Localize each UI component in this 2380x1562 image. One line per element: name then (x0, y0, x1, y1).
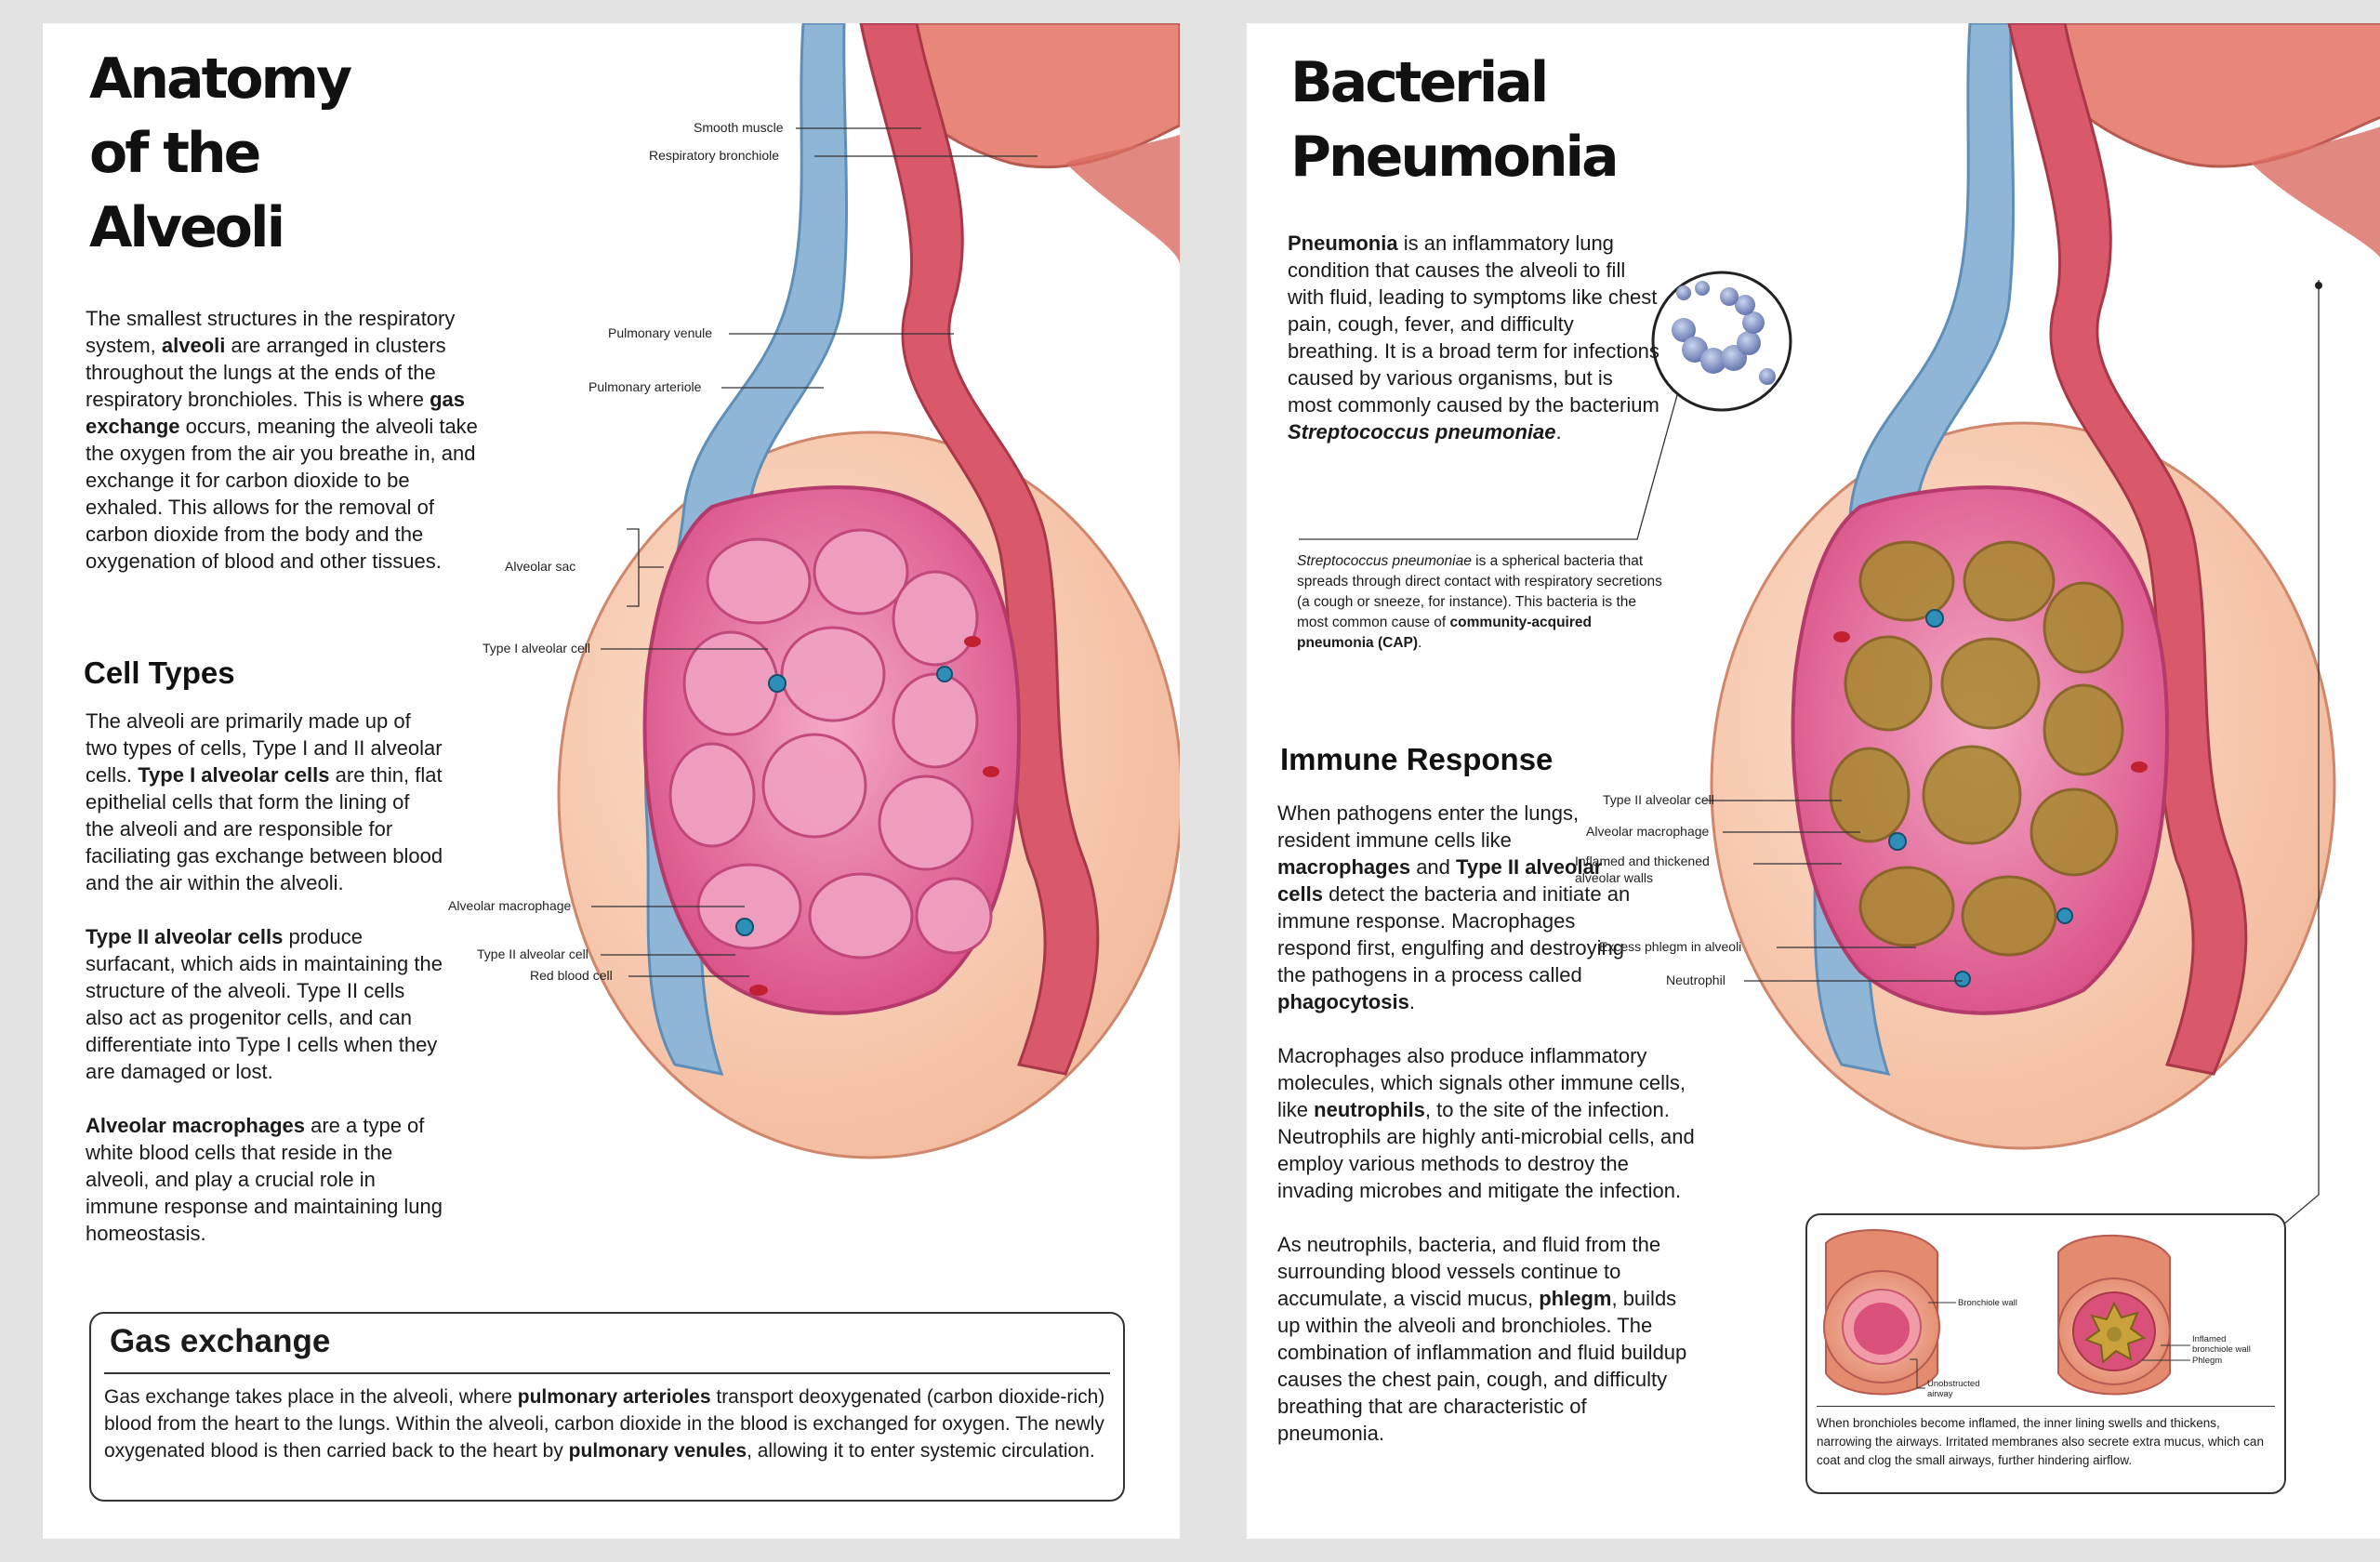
label-smooth-muscle: Smooth muscle (694, 120, 784, 135)
label-respiratory-bronchiole: Respiratory bronchiole (649, 148, 780, 163)
label-alveolar-sac: Alveolar sac (505, 559, 576, 574)
gas-exchange-text: Gas exchange takes place in the alveoli, where pulmonary arterioles transport deoxygenated (carbon dioxide-rich) blood from the heart to the lungs. Within the alveoli, carbon dioxide in the blood is exchanged for oxygen. The newly oxygenated blood is then carried back to the heart by pulmonary venules, allowing it to enter systemic circulation. (104, 1386, 1105, 1462)
label-unobstructed-1: Unobstructed (1927, 1379, 1980, 1389)
label-inflamed-walls-2: alveolar walls (1575, 870, 1654, 885)
label-alveolar-macrophage: Alveolar macrophage (448, 898, 572, 913)
label-type2-cell: Type II alveolar cell (1603, 792, 1714, 807)
label-pulmonary-arteriole: Pulmonary arteriole (588, 379, 702, 394)
macrophage-cell (769, 675, 786, 692)
immune-response-heading: Immune Response (1280, 742, 1554, 776)
macrophage-cell (1926, 610, 1943, 627)
pneumonia-intro-text: Pneumonia is an inflammatory lung condition that causes the alveoli to fill with fluid, leading to symptoms like chest pain, cough, fever, and difficulty breathing. It is a broad term for infections caused by various organisms, but is most commonly caused by the bacterium Streptococcus pneumoniae. (1288, 232, 1659, 443)
macrophage-cell (736, 919, 753, 935)
page-title: Bacterial Pneumonia (1290, 50, 1617, 190)
label-type2-cell: Type II alveolar cell (477, 946, 588, 961)
label-red-blood-cell: Red blood cell (530, 968, 613, 983)
label-neutrophil: Neutrophil (1666, 973, 1726, 987)
label-alveolar-macrophage: Alveolar macrophage (1586, 824, 1710, 839)
label-pulmonary-venule: Pulmonary venule (608, 325, 713, 340)
left-page (43, 23, 1180, 1539)
inflamed-bronchiole (2058, 1236, 2170, 1395)
immune-response-text: When pathogens enter the lungs, resident immune cells like macrophages and Type II alveolar cells detect the bacteria and initiate an immune response. Macrophages respond first, engulfing and destroying the pathogens in a process called phagocytosis. Macrophages also produce inflammatory molecules, which signals other immune cells, like neutrophils, to the site of the infection. Neutrophils are highly anti-microbial cells, and employ various methods to destroy the invading microbes and mitigate the infection. As neutrophils, bacteria, and fluid from the surrounding blood vessels continue to accumulate, a viscid mucus, phlegm, builds up within the alveoli and bronchioles. The combination of inflammation and fluid buildup causes the chest pain, cough, and difficulty breathing that are characteristic of pneumonia. (1277, 801, 1695, 1445)
alveoli-cells (670, 530, 991, 958)
label-inflamed-wall-1: Inflamed (2192, 1334, 2227, 1344)
macrophage-cell (1889, 833, 1906, 850)
label-type1-cell: Type I alveolar cell (483, 641, 590, 655)
cell-types-text: The alveoli are primarily made up of two types of cells, Type I and II alveolar cells. Type I alveolar cells are thin, flat epithelial cells that form the lining of the alveoli and are responsible for faciliating gas exchange between blood and the air within the alveoli. Type II alveolar cells produce surfacant, which aids in maintaining the structure of the alveoli. Type II cells also act as progenitor cells, and can differentiate into Type I cells when they are damaged or lost. Alveolar macrophages are a type of white blood cells that reside in the alveoli, and play a crucial role in immune response and maintaining lung homeostasis. (86, 709, 443, 1245)
intro-text: The smallest structures in the respiratory system, alveoli are arranged in clusters throughout the lungs at the ends of the respiratory bronchioles. This is where gas exchange occurs, meaning the alveoli take the oxygen from the air you breathe in, and exchange it for carbon dioxide to be exhaled. This allows for the removal of carbon dioxide from the body and the oxygenation of blood and other tissues. (86, 307, 478, 573)
divider (104, 1372, 1110, 1374)
label-inflamed-walls-1: Inflamed and thickened (1575, 854, 1710, 868)
bronchiole-comparison-box (1805, 1213, 2286, 1494)
macrophage-cell (937, 667, 952, 682)
gas-exchange-heading: Gas exchange (110, 1323, 331, 1359)
neutrophil-cell (1955, 972, 1970, 986)
red-blood-cell (964, 636, 981, 647)
red-blood-cell (1833, 631, 1850, 642)
label-inflamed-wall-2: bronchiole wall (2192, 1344, 2251, 1355)
divider (1817, 1406, 2275, 1407)
red-blood-cell (749, 985, 768, 996)
label-phlegm: Phlegm (2192, 1356, 2223, 1366)
label-unobstructed-2: airway (1927, 1389, 1953, 1399)
page-title: Anatomy of the Alveoli (89, 46, 350, 260)
macrophage-cell (2057, 908, 2072, 923)
bronchiole-cross-sections (1807, 1215, 2284, 1410)
bronchiole-caption: When bronchioles become inflamed, the inner lining swells and thickens, narrowing the airways. Irritated membranes also secrete extra mucus, which can coat and clog the small airways, further hindering airflow. (1817, 1416, 2264, 1467)
strep-caption: Streptococcus pneumoniae is a spherical bacteria that spreads through direct contact with respiratory secretions (a cough or sneeze, for instance). This bacteria is the most common cause of community-acquired pneumonia (CAP). (1297, 553, 1662, 651)
healthy-bronchiole (1824, 1230, 1939, 1394)
right-page (1247, 23, 2380, 1539)
red-blood-cell (983, 766, 999, 777)
label-excess-phlegm: Excess phlegm in alveoli (1599, 939, 1742, 954)
red-blood-cell (2131, 761, 2148, 773)
gas-exchange-box (89, 1312, 1125, 1502)
cell-types-heading: Cell Types (84, 655, 235, 690)
label-bronchiole-wall: Bronchiole wall (1958, 1298, 2017, 1308)
